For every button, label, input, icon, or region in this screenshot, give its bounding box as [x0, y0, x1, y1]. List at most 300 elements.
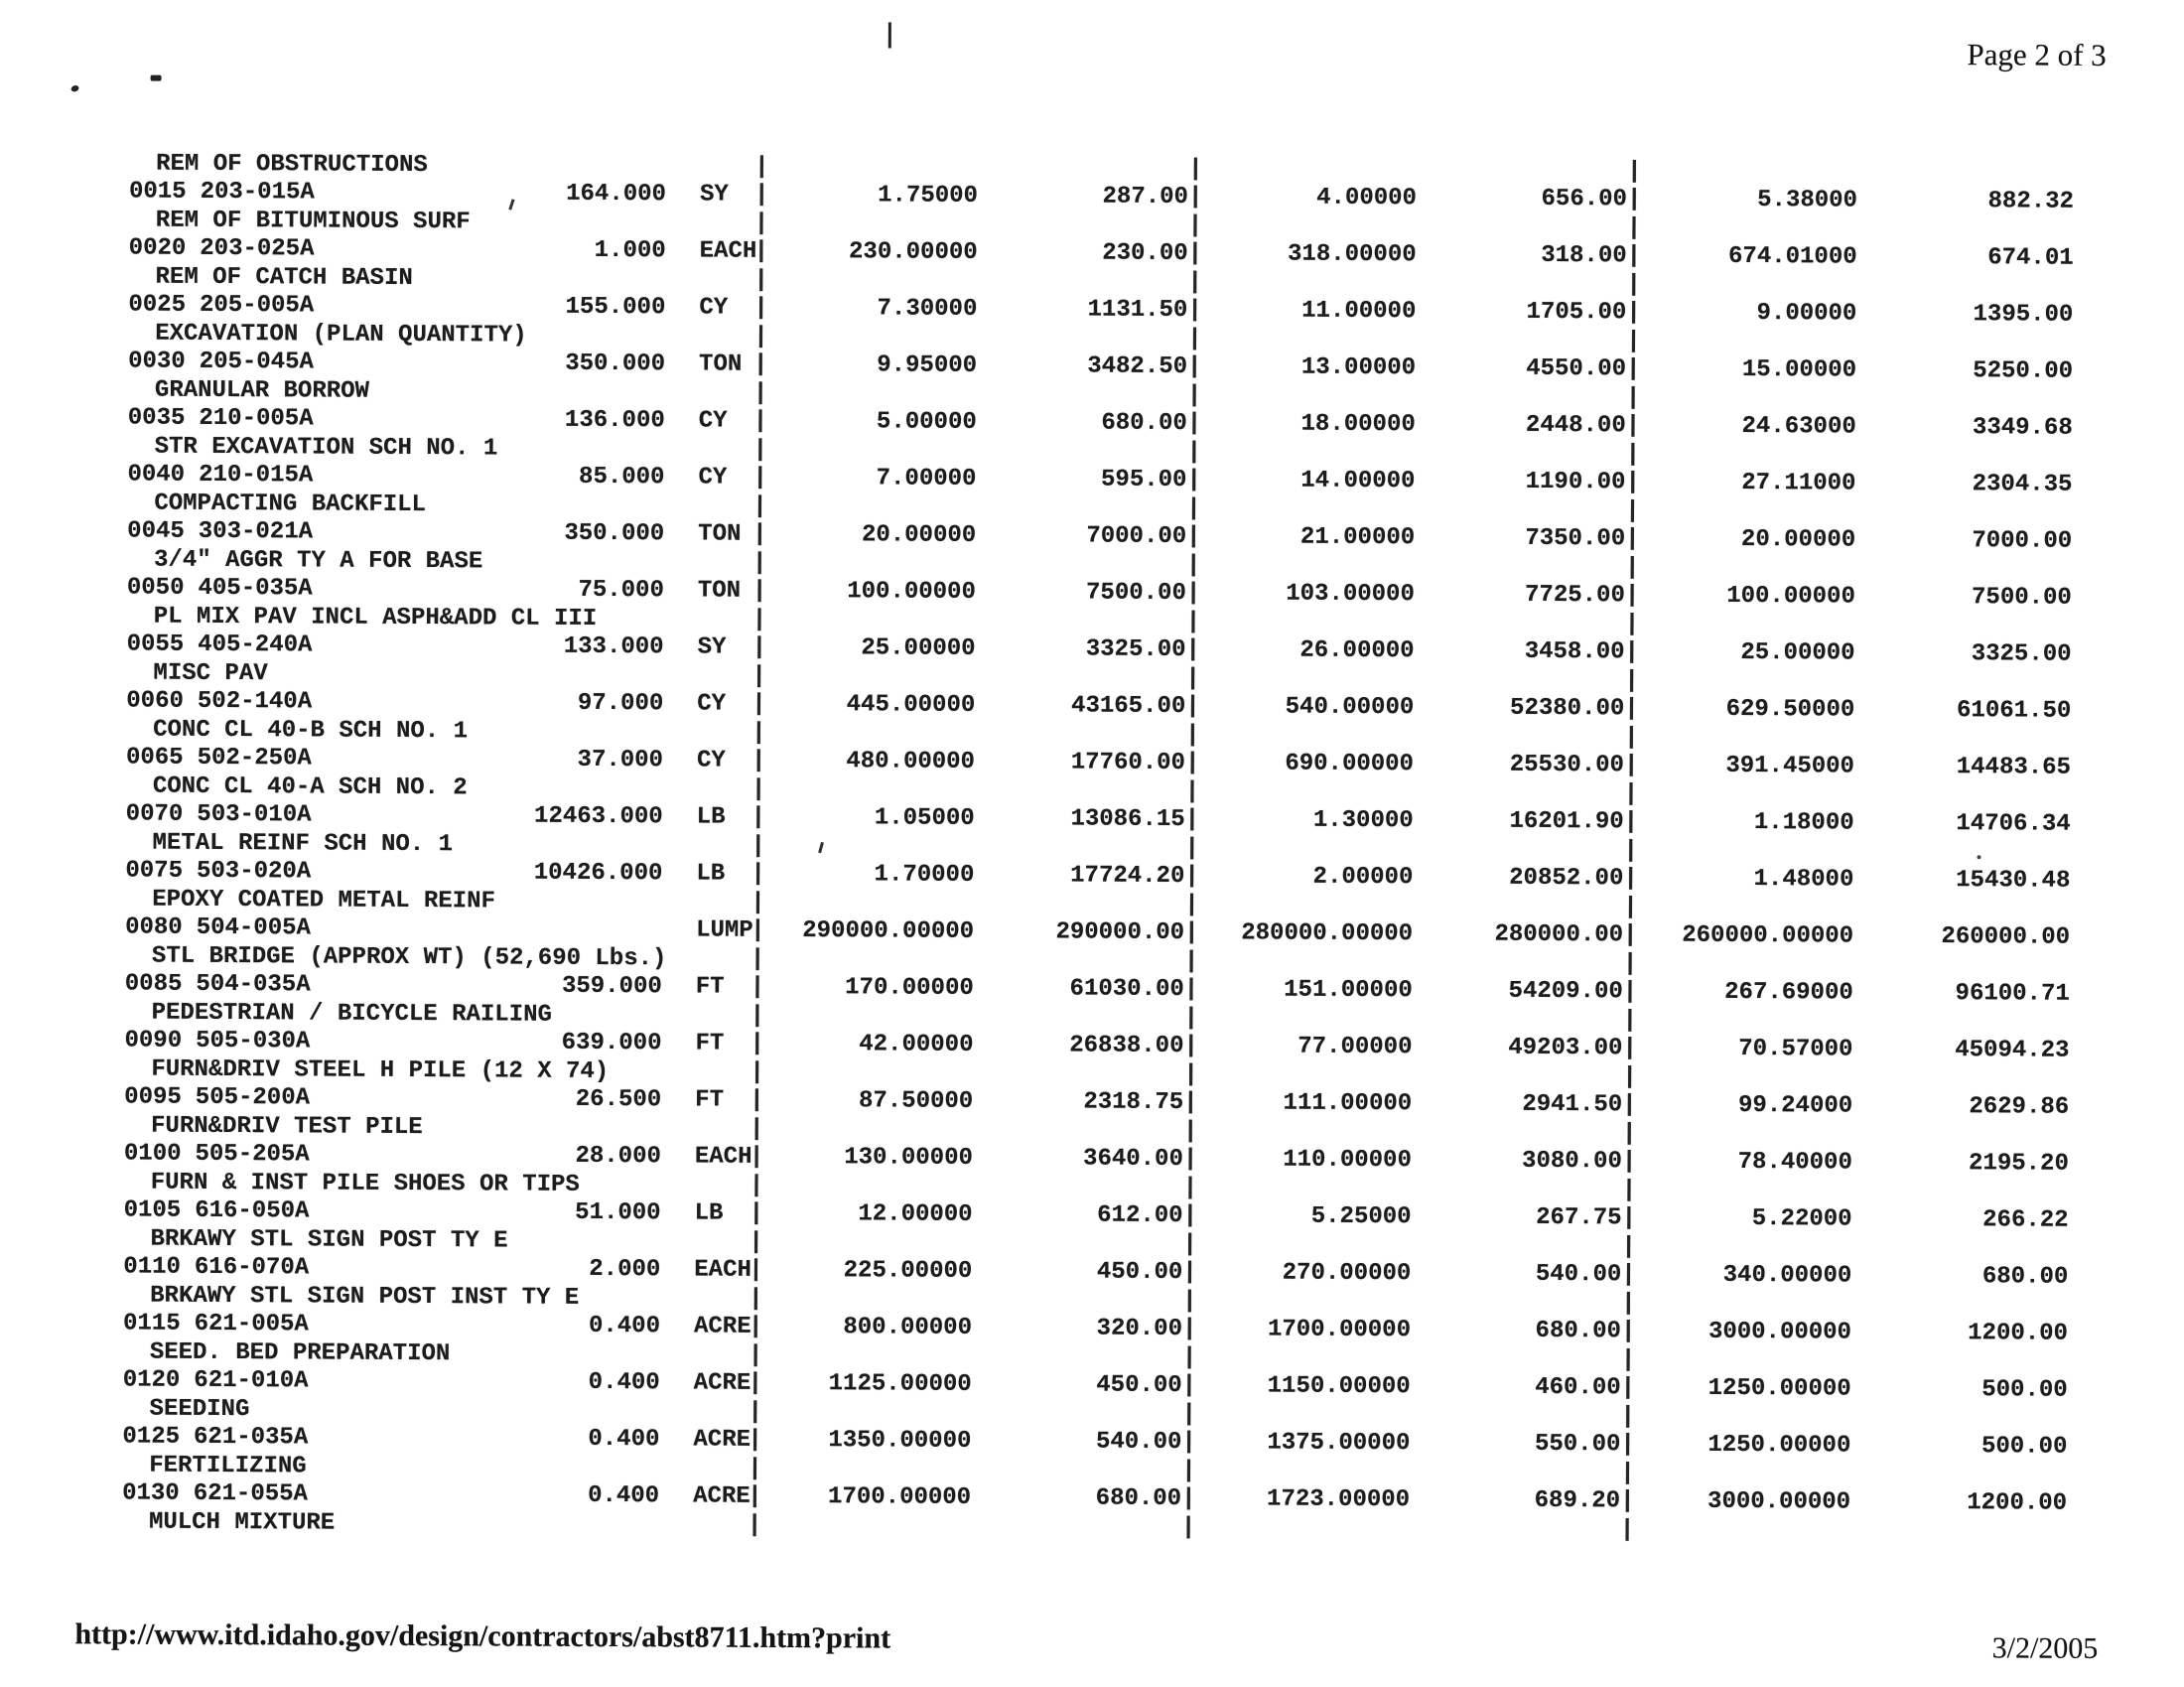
row-margin [0, 559, 126, 560]
empty-cell [1640, 342, 1856, 343]
empty-cell [976, 564, 1186, 565]
item-unit: ACRE [693, 1426, 751, 1455]
column-separator: | [1180, 1513, 1196, 1541]
column-separator: | [1184, 834, 1200, 862]
item-quantity: 26.500 [575, 1086, 662, 1114]
empty-cell [764, 959, 974, 960]
column-separator: | [750, 1002, 765, 1030]
column-separator: | [1187, 325, 1202, 352]
item-number: 0100 [123, 1140, 182, 1169]
row-margin [0, 955, 124, 956]
abstract-table [0, 149, 2183, 1547]
bidder2-unit-price: 1700.00000 [1267, 1316, 1412, 1344]
bidder3-amount: 674.01 [1987, 244, 2074, 272]
bidder3-unit-price: 9.00000 [1756, 300, 1857, 328]
column-separator: | [1182, 1230, 1197, 1258]
bidder1-unit-price: 87.50000 [858, 1087, 974, 1116]
item-unit: ACRE [693, 1369, 751, 1398]
item-unit: CY [699, 294, 729, 322]
row-margin [0, 899, 124, 900]
empty-cell [972, 1413, 1182, 1414]
bidder3-amount: 14706.34 [1956, 810, 2071, 838]
item-number: 0030 [128, 348, 186, 376]
column-separator: | [752, 436, 768, 464]
bidder3-unit-price: 70.57000 [1738, 1036, 1853, 1063]
item-description: BRKAWY STL SIGN POST TY E [150, 1225, 508, 1255]
column-separator: | [1184, 750, 1200, 777]
item-spec: 502-140A [197, 688, 313, 716]
empty-cell [762, 1242, 972, 1243]
column-separator: | [1620, 1431, 1635, 1459]
item-number: 0020 [128, 234, 187, 263]
empty-cell [1195, 1471, 1410, 1472]
empty-cell [1200, 508, 1415, 509]
item-spec: 303-021A [198, 518, 314, 546]
item-unit: SY [697, 633, 727, 661]
bidder1-unit-price: 5.00000 [876, 408, 977, 437]
bidder2-amount: 689.20 [1534, 1487, 1621, 1515]
column-separator: | [1182, 1259, 1197, 1287]
bidder3-unit-price: 3000.00000 [1707, 1319, 1852, 1346]
empty-cell [1850, 1475, 2067, 1476]
item-spec: 621-010A [194, 1367, 309, 1395]
bidder2-amount: 52380.00 [1509, 695, 1625, 723]
item-spec: 504-035A [196, 971, 311, 999]
empty-cell [1410, 1528, 1620, 1529]
item-id [125, 801, 532, 830]
empty-cell [1417, 171, 1627, 172]
bidder1-unit-price: 100.00000 [847, 578, 976, 607]
bidder3-unit-price: 267.69000 [1724, 979, 1853, 1007]
empty-cell [1853, 965, 2070, 966]
item-quantity: 12463.000 [534, 802, 663, 831]
row-margin [0, 248, 128, 249]
item-number: 0070 [125, 800, 184, 829]
column-separator: | [749, 1228, 763, 1256]
empty-cell [1635, 1304, 1851, 1305]
bidder3-amount: 45094.23 [1955, 1037, 2070, 1064]
item-id [128, 235, 535, 264]
item-description: FURN & INST PILE SHOES OR TIPS [150, 1169, 580, 1198]
item-id [121, 1424, 528, 1453]
row-margin [0, 305, 127, 306]
bidder1-amount: 3640.00 [1083, 1145, 1183, 1174]
item-spec: 203-015A [200, 179, 315, 207]
bidder2-unit-price: 11.00000 [1301, 297, 1417, 326]
empty-cell [1202, 282, 1417, 283]
row-margin [0, 418, 127, 419]
empty-cell [972, 1300, 1182, 1301]
empty-cell [1198, 1018, 1413, 1019]
column-separator: | [1623, 837, 1639, 865]
bidder2-unit-price: 1150.00000 [1267, 1372, 1411, 1401]
item-id [124, 914, 531, 943]
item-id [123, 1141, 530, 1170]
item-description: SEED. BED PREPARATION [149, 1338, 451, 1367]
item-id [122, 1367, 529, 1396]
column-separator: | [750, 1087, 764, 1115]
item-number: 0090 [124, 1027, 183, 1055]
column-separator: | [1187, 240, 1203, 268]
bidder1-unit-price: 25.00000 [861, 634, 976, 663]
empty-cell [762, 1412, 972, 1413]
bidder2-unit-price: 1375.00000 [1267, 1429, 1411, 1458]
column-separator: | [748, 1455, 762, 1482]
item-number: 0085 [124, 970, 183, 999]
column-separator: | [1626, 271, 1641, 299]
column-separator: | [1620, 1374, 1636, 1402]
column-separator: | [1185, 636, 1201, 664]
empty-cell [1199, 848, 1414, 849]
item-id [126, 462, 533, 491]
row-margin [0, 1465, 121, 1466]
item-quantity: 10426.000 [533, 859, 663, 888]
row-margin [0, 276, 128, 277]
bidder1-unit-price: 230.00000 [848, 238, 978, 267]
column-separator: | [1625, 412, 1641, 440]
empty-cell [1855, 569, 2072, 570]
scan-artifact-mark [151, 75, 162, 81]
item-number: 0110 [123, 1253, 181, 1282]
column-separator: | [751, 832, 766, 860]
bidder3-amount: 260000.00 [1941, 923, 2071, 951]
column-separator: | [754, 153, 769, 181]
bidder2-amount: 54209.00 [1508, 978, 1623, 1006]
column-separator: | [1621, 1204, 1637, 1232]
bidder1-amount: 2318.75 [1083, 1088, 1184, 1117]
item-number: 0115 [122, 1310, 181, 1338]
item-unit: CY [697, 690, 727, 718]
empty-cell [972, 1243, 1182, 1244]
row-margin [0, 389, 127, 390]
empty-cell [765, 789, 975, 790]
item-quantity: 0.400 [588, 1369, 660, 1397]
empty-cell [767, 450, 977, 451]
item-unit: SY [699, 181, 729, 209]
column-separator: | [1626, 214, 1642, 242]
column-separator: | [1181, 1316, 1197, 1343]
item-spec: 621-055A [193, 1480, 309, 1508]
bidder1-amount: 3482.50 [1087, 352, 1188, 381]
bidder1-unit-price: 12.00000 [858, 1200, 973, 1229]
column-separator: | [751, 804, 766, 832]
bidder1-amount: 1131.50 [1087, 296, 1188, 325]
empty-cell [971, 1470, 1181, 1471]
column-separator: | [1622, 1007, 1638, 1035]
empty-cell [975, 677, 1185, 678]
item-number: 0060 [126, 687, 184, 716]
bidder3-amount: 266.22 [1982, 1206, 2069, 1234]
column-separator: | [750, 1031, 764, 1058]
empty-cell [1853, 1022, 2070, 1023]
item-unit: ACRE [693, 1313, 751, 1341]
bidder3-unit-price: 391.45000 [1725, 753, 1855, 780]
column-separator: | [753, 182, 769, 210]
empty-cell [1416, 341, 1626, 342]
empty-cell [1639, 568, 1855, 569]
bidder3-unit-price: 27.11000 [1741, 470, 1856, 497]
column-separator: | [752, 379, 768, 407]
empty-cell [1414, 680, 1624, 681]
column-separator: | [749, 1144, 764, 1172]
column-separator: | [1625, 525, 1640, 553]
column-separator: | [751, 662, 766, 690]
bidder3-amount: 1395.00 [1973, 301, 2074, 329]
empty-cell [1417, 227, 1627, 228]
column-separator: | [751, 775, 766, 803]
row-margin [0, 1210, 123, 1211]
column-separator: | [1187, 297, 1202, 325]
empty-cell [1414, 737, 1624, 738]
item-quantity: 359.000 [561, 973, 662, 1001]
column-separator: | [1187, 353, 1202, 381]
item-description: STL BRIDGE (APPROX WT) (52,690 Lbs.) [151, 942, 667, 973]
item-number: 0055 [126, 631, 185, 659]
empty-cell [1197, 1131, 1412, 1132]
bidder3-unit-price: 340.00000 [1722, 1262, 1852, 1290]
empty-cell [1852, 1192, 2069, 1193]
empty-cell [1198, 961, 1413, 962]
column-separator: | [1188, 155, 1203, 183]
item-id [124, 858, 531, 887]
bidder3-unit-price: 20.00000 [1740, 526, 1856, 554]
bidder1-amount: 680.00 [1101, 409, 1187, 438]
bidder2-amount: 7725.00 [1524, 582, 1625, 610]
row-margin [0, 219, 128, 220]
column-separator: | [1186, 438, 1202, 466]
empty-cell [972, 1356, 1182, 1357]
column-separator: | [1181, 1343, 1197, 1371]
item-number: 0095 [124, 1083, 182, 1112]
row-margin [0, 333, 127, 334]
column-separator: | [751, 917, 765, 945]
bidder3-amount: 882.32 [1987, 188, 2075, 215]
empty-cell [1415, 567, 1625, 568]
empty-cell [1199, 735, 1414, 736]
column-separator: | [1185, 664, 1200, 692]
column-separator: | [1183, 1033, 1198, 1060]
bidder3-amount: 1200.00 [1967, 1489, 2068, 1517]
row-margin [0, 672, 125, 673]
bidder1-unit-price: 1.70000 [874, 861, 975, 890]
column-separator: | [1185, 693, 1200, 721]
item-unit: EACH [699, 237, 757, 266]
empty-cell [974, 904, 1184, 905]
item-quantity: 37.000 [577, 747, 664, 774]
item-spec: 203-025A [200, 235, 315, 263]
empty-cell [767, 337, 977, 338]
empty-cell [1638, 738, 1854, 739]
column-separator: | [1184, 919, 1199, 947]
empty-cell [1199, 791, 1414, 792]
column-separator: | [1623, 752, 1639, 779]
bidder2-amount: 3458.00 [1524, 638, 1625, 666]
column-separator: | [749, 1200, 764, 1228]
print-date: 3/2/2005 [1991, 1631, 2099, 1665]
column-separator: | [1184, 863, 1199, 891]
column-separator: | [1622, 950, 1638, 978]
item-unit: FT [695, 973, 725, 1001]
empty-cell [975, 790, 1185, 791]
empty-cell [1634, 1474, 1850, 1475]
empty-cell [766, 506, 976, 507]
column-separator: | [1186, 494, 1201, 522]
column-separator: | [1182, 1117, 1198, 1145]
empty-cell [1413, 963, 1623, 964]
item-description: MULCH MIXTURE [148, 1508, 336, 1537]
empty-cell [765, 733, 975, 734]
item-number: 0130 [122, 1479, 180, 1508]
bidder1-amount: 290000.00 [1055, 918, 1185, 947]
item-description: REM OF OBSTRUCTIONS [156, 150, 428, 179]
empty-cell [1635, 1247, 1851, 1248]
bidder3-unit-price: 1250.00000 [1707, 1375, 1851, 1403]
empty-cell [768, 167, 978, 168]
empty-cell [1640, 398, 1856, 399]
column-separator: | [1187, 268, 1203, 296]
item-quantity: 51.000 [575, 1199, 661, 1227]
bidder3-unit-price: 629.50000 [1725, 696, 1855, 724]
column-separator: | [751, 861, 765, 889]
column-separator: | [1619, 1516, 1635, 1544]
row-margin [0, 785, 125, 786]
empty-cell [973, 1187, 1183, 1188]
column-separator: | [749, 1285, 763, 1313]
column-separator: | [1183, 976, 1199, 1004]
column-separator: | [748, 1427, 762, 1455]
item-quantity: 639.000 [561, 1030, 662, 1057]
bidder2-amount: 3080.00 [1521, 1148, 1622, 1176]
column-separator: | [753, 295, 768, 323]
empty-cell [975, 734, 1185, 735]
row-margin [0, 1068, 123, 1069]
item-quantity: 0.400 [588, 1426, 660, 1454]
bidder3-unit-price: 24.63000 [1741, 413, 1856, 441]
bidder3-amount: 2629.86 [1969, 1093, 2070, 1121]
empty-cell [1638, 794, 1854, 795]
item-id [122, 1311, 529, 1339]
column-separator: | [1622, 1063, 1637, 1091]
empty-cell [977, 394, 1187, 395]
column-separator: | [1181, 1485, 1196, 1513]
empty-cell [978, 168, 1188, 169]
bidder3-unit-price: 674.01000 [1727, 243, 1857, 271]
bidder2-amount: 2941.50 [1522, 1091, 1623, 1119]
item-id [125, 688, 532, 717]
column-separator: | [751, 889, 765, 916]
empty-cell [1855, 512, 2072, 513]
bidder2-amount: 680.00 [1535, 1318, 1622, 1345]
column-separator: | [1622, 1035, 1637, 1062]
item-spec: 210-015A [199, 462, 314, 490]
bidder2-unit-price: 13.00000 [1300, 353, 1417, 382]
item-id [122, 1254, 529, 1283]
column-separator: | [1622, 1091, 1637, 1119]
bidder1-amount: 13086.15 [1070, 805, 1185, 834]
bidder1-amount: 450.00 [1096, 1258, 1183, 1287]
row-margin [0, 163, 128, 164]
column-separator: | [1621, 1148, 1637, 1176]
column-separator: | [1621, 1290, 1636, 1318]
bidder1-unit-price: 480.00000 [846, 748, 976, 776]
empty-cell [1415, 510, 1625, 511]
bidder1-unit-price: 7.30000 [877, 295, 978, 324]
bidder1-amount: 61030.00 [1069, 975, 1184, 1004]
row-margin [0, 1267, 122, 1268]
empty-cell [1199, 678, 1414, 679]
column-separator: | [748, 1483, 762, 1511]
row-margin [0, 701, 125, 702]
bidder3-amount: 2304.35 [1972, 471, 2073, 498]
bidder2-unit-price: 103.00000 [1286, 580, 1415, 609]
item-quantity: 75.000 [578, 577, 664, 605]
column-separator: | [752, 521, 767, 549]
column-separator: | [1625, 469, 1640, 496]
empty-cell [1410, 1472, 1620, 1473]
empty-cell [1201, 395, 1416, 396]
item-number: 0080 [125, 914, 183, 942]
column-separator: | [751, 606, 767, 633]
item-unit: CY [698, 464, 728, 492]
column-separator: | [1626, 186, 1642, 213]
bidder1-unit-price: 1125.00000 [828, 1370, 972, 1399]
item-id [123, 1084, 530, 1113]
item-quantity: 2.000 [589, 1256, 661, 1284]
item-quantity: 350.000 [564, 520, 665, 548]
bidder1-unit-price: 1350.00000 [828, 1427, 972, 1456]
row-margin [0, 871, 124, 872]
item-unit: LB [696, 803, 726, 831]
empty-cell [1415, 624, 1625, 625]
empty-cell [1641, 285, 1857, 286]
item-unit: FT [695, 1030, 725, 1057]
bidder1-unit-price: 290000.00000 [802, 917, 975, 946]
column-separator: | [1625, 497, 1640, 525]
item-spec: 503-020A [196, 858, 312, 886]
item-quantity: 28.000 [575, 1143, 661, 1171]
bidder3-unit-price: 100.00000 [1726, 583, 1855, 611]
item-number: 0105 [123, 1196, 182, 1225]
item-description: METAL REINF SCH NO. 1 [152, 829, 454, 858]
empty-cell [1198, 905, 1413, 906]
column-separator: | [1183, 947, 1199, 975]
empty-cell [1852, 1078, 2069, 1079]
empty-cell [1854, 795, 2071, 796]
empty-cell [1636, 1134, 1852, 1135]
bidder1-amount: 595.00 [1100, 466, 1187, 494]
bidder1-amount: 320.00 [1096, 1315, 1183, 1343]
bidder2-amount: 16201.90 [1509, 808, 1624, 836]
item-unit: FT [695, 1086, 725, 1114]
bidder2-amount: 1705.00 [1526, 299, 1627, 327]
column-separator: | [1182, 1202, 1198, 1230]
empty-cell [1639, 511, 1855, 512]
empty-cell [1854, 852, 2071, 853]
empty-cell [766, 563, 976, 564]
empty-cell [762, 1299, 972, 1300]
bidder2-unit-price: 540.00000 [1285, 693, 1415, 722]
empty-cell [763, 1129, 973, 1130]
bidder1-unit-price: 9.95000 [877, 351, 978, 380]
column-separator: | [1624, 582, 1640, 610]
item-unit: TON [699, 351, 743, 378]
row-margin [0, 616, 126, 617]
bidder3-amount: 2195.20 [1968, 1150, 2069, 1178]
empty-cell [1413, 1020, 1623, 1021]
column-separator: | [1185, 608, 1201, 635]
bidder2-unit-price: 318.00000 [1287, 240, 1417, 269]
bidder1-amount: 287.00 [1102, 183, 1189, 211]
